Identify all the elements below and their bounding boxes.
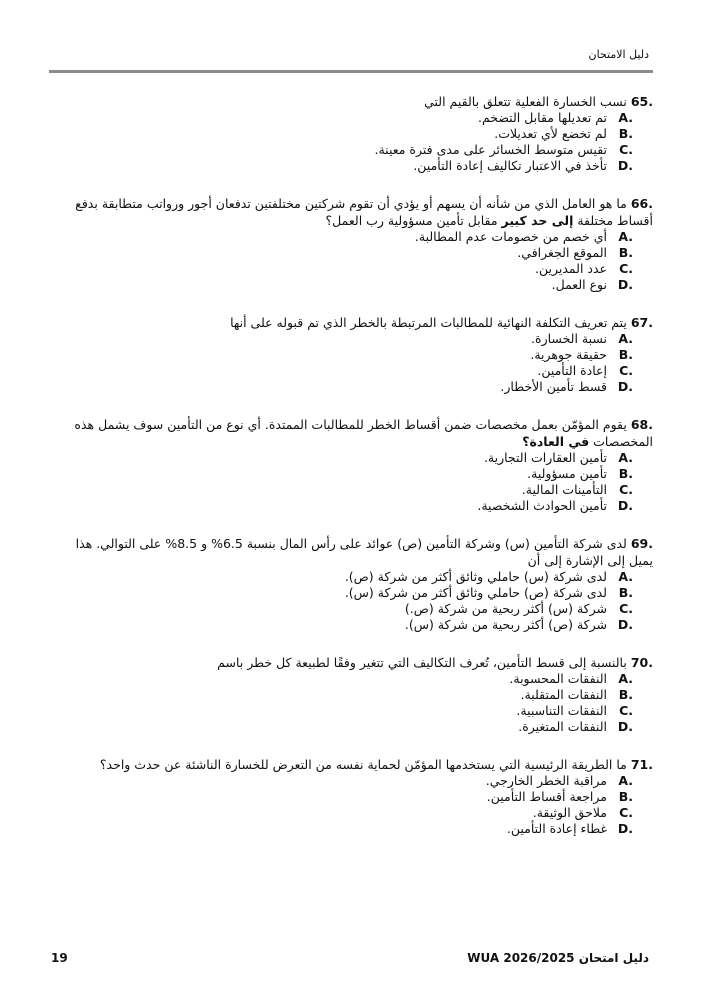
question-number: 65. — [630, 94, 653, 109]
option-d — [68, 379, 633, 395]
option-text: تم تعديلها مقابل التضخم. — [477, 110, 607, 125]
option-text: إعادة التأمين. — [537, 363, 607, 378]
option-c — [68, 482, 633, 498]
option-a — [68, 110, 633, 126]
option-letter: A. — [618, 671, 633, 686]
option-text: تقيس متوسط الخسائر على مدى فترة معينة. — [374, 142, 607, 157]
option-text: لم تخضع لأي تعديلات. — [494, 126, 607, 141]
option-text: شركة (س) أكثر ربحية من شركة (ص.) — [404, 601, 607, 616]
page-number: 19 — [51, 951, 68, 965]
option-text: النفقات المتقلبة. — [520, 687, 607, 702]
option-b — [68, 347, 633, 363]
option-text: نسبة الخسارة. — [531, 331, 607, 346]
question-stem — [68, 654, 653, 671]
question-70 — [68, 654, 653, 735]
option-d — [68, 498, 633, 514]
option-letter: A. — [618, 773, 633, 788]
question-text: بالنسبة إلى قسط التأمين، تُعرف التكاليف التي تتغير وفقًا لطبيعة كل خطر باسم — [217, 655, 627, 670]
question-stem — [68, 195, 653, 229]
option-letter: D. — [617, 821, 633, 836]
option-a — [68, 229, 633, 245]
option-b — [68, 466, 633, 482]
option-list — [68, 773, 653, 837]
option-letter: B. — [618, 347, 633, 362]
option-c — [68, 601, 633, 617]
option-letter: B. — [618, 466, 633, 481]
option-letter: D. — [617, 158, 633, 173]
option-letter: D. — [617, 719, 633, 734]
option-text: الموقع الجغرافي. — [517, 245, 607, 260]
option-c — [68, 142, 633, 158]
question-text-tail: مقابل تأمين مسؤولية رب العمل؟ — [325, 213, 498, 228]
question-number: 66. — [630, 196, 653, 211]
option-b — [68, 585, 633, 601]
option-letter: A. — [618, 229, 633, 244]
option-letter: D. — [617, 277, 633, 292]
option-text: النفقات المتغيرة. — [518, 719, 607, 734]
option-text: ملاحق الوثيقة. — [532, 805, 607, 820]
question-71 — [68, 756, 653, 837]
option-letter: C. — [619, 142, 633, 157]
option-text: عدد المديرين. — [535, 261, 607, 276]
footer-title: دليل امتحان WUA 2026/2025 — [467, 951, 649, 965]
option-letter: A. — [618, 110, 633, 125]
option-c — [68, 805, 633, 821]
option-text: تأمين مسؤولية. — [527, 466, 607, 481]
option-list — [68, 569, 653, 633]
option-b — [68, 687, 633, 703]
option-letter: A. — [618, 569, 633, 584]
option-letter: B. — [618, 245, 633, 260]
option-c — [68, 703, 633, 719]
question-number: 70. — [630, 655, 653, 670]
option-text: تأمين العقارات التجارية. — [483, 450, 607, 465]
question-text: نسب الخسارة الفعلية تتعلق بالقيم التي — [424, 94, 627, 109]
option-letter: C. — [619, 805, 633, 820]
option-d — [68, 821, 633, 837]
option-letter: D. — [617, 379, 633, 394]
question-69 — [68, 535, 653, 633]
question-stem — [68, 756, 653, 773]
option-list — [68, 671, 653, 735]
question-text: ما الطريقة الرئيسية التي يستخدمها المؤمّن لحماية نفسه من التعرض للخسارة الناشئة عن حدث واحد؟ — [99, 757, 627, 772]
option-list — [68, 110, 653, 174]
option-d — [68, 158, 633, 174]
question-68 — [68, 416, 653, 514]
option-text: تأخذ في الاعتبار تكاليف إعادة التأمين. — [413, 158, 607, 173]
option-c — [68, 261, 633, 277]
option-list — [68, 331, 653, 395]
option-d — [68, 277, 633, 293]
option-text: شركة (ص) أكثر ربحية من شركة (س). — [404, 617, 607, 632]
question-67 — [68, 314, 653, 395]
option-text: لدى شركة (س) حاملي وثائق أكثر من شركة (ص). — [344, 569, 607, 584]
option-text: تأمين الحوادث الشخصية. — [477, 498, 607, 513]
option-text: أي خصم من خصومات عدم المطالبة. — [414, 229, 607, 244]
option-letter: D. — [617, 498, 633, 513]
option-text: نوع العمل. — [551, 277, 607, 292]
questions-list — [68, 93, 653, 858]
option-a — [68, 569, 633, 585]
option-text: النفقات المحسوبة. — [509, 671, 607, 686]
question-66 — [68, 195, 653, 293]
option-text: حقيقة جوهرية. — [530, 347, 607, 362]
option-text: مراجعة أقساط التأمين. — [486, 789, 607, 804]
option-letter: C. — [619, 601, 633, 616]
question-text: يتم تعريف التكلفة النهائية للمطالبات المرتبطة بالخطر الذي تم قبوله على أنها — [230, 315, 627, 330]
option-text: غطاء إعادة التأمين. — [506, 821, 607, 836]
question-stem — [68, 535, 653, 569]
option-letter: A. — [618, 450, 633, 465]
option-letter: C. — [619, 703, 633, 718]
question-number: 67. — [630, 315, 653, 330]
option-a — [68, 331, 633, 347]
question-number: 71. — [630, 757, 653, 772]
option-letter: B. — [618, 585, 633, 600]
option-letter: A. — [618, 331, 633, 346]
option-text: التأمينات المالية. — [521, 482, 607, 497]
option-text: قسط تأمين الأخطار. — [500, 379, 607, 394]
question-emphasis: إلى حد كبير — [501, 213, 574, 228]
question-stem — [68, 93, 653, 110]
question-number: 68. — [630, 417, 653, 432]
option-letter: C. — [619, 363, 633, 378]
option-list — [68, 450, 653, 514]
option-letter: D. — [617, 617, 633, 632]
option-b — [68, 789, 633, 805]
header-divider — [49, 70, 653, 73]
question-stem — [68, 314, 653, 331]
question-stem — [68, 416, 653, 450]
option-list — [68, 229, 653, 293]
option-letter: C. — [619, 482, 633, 497]
option-d — [68, 617, 633, 633]
header-title: دليل الامتحان — [588, 48, 649, 61]
option-text: النفقات التناسبية. — [516, 703, 607, 718]
question-65 — [68, 93, 653, 174]
option-text: لدى شركة (ص) حاملي وثائق أكثر من شركة (س). — [344, 585, 607, 600]
option-a — [68, 450, 633, 466]
question-emphasis: في العادة؟ — [522, 434, 590, 449]
option-b — [68, 126, 633, 142]
option-a — [68, 773, 633, 789]
question-text: لدى شركة التأمين (س) وشركة التأمين (ص) عوائد على رأس المال بنسبة 6.5% و 8.5% على التوالي. هذا يميل إلى الإشارة إلى أن — [75, 536, 653, 568]
option-b — [68, 245, 633, 261]
option-letter: B. — [618, 687, 633, 702]
option-c — [68, 363, 633, 379]
question-text: ما هو العامل الذي من شأنه أن يسهم أو يؤدي أن تقوم شركتين مختلفتين تدفعان أجور ورواتب متطابقة بدفع أقساط مختلفة — [75, 196, 653, 228]
option-letter: B. — [618, 126, 633, 141]
option-letter: C. — [619, 261, 633, 276]
question-text: يقوم المؤمّن بعمل مخصصات ضمن أقساط الخطر للمطالبات الممتدة. أي نوع من التأمين سوف يشمل هذه المخصصات — [74, 417, 653, 449]
option-a — [68, 671, 633, 687]
question-number: 69. — [630, 536, 653, 551]
option-d — [68, 719, 633, 735]
option-text: مراقبة الخطر الخارجي. — [485, 773, 607, 788]
option-letter: B. — [618, 789, 633, 804]
